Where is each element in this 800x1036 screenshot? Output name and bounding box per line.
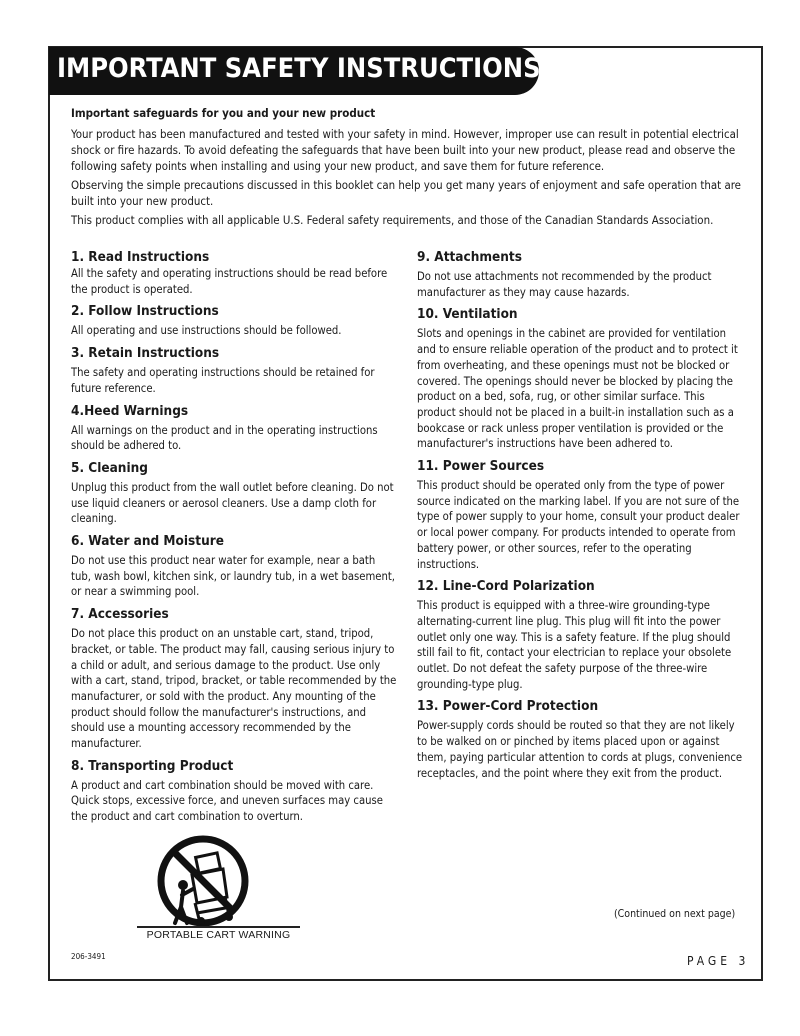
section-title: 4.Heed Warnings [71, 402, 189, 419]
page-title: IMPORTANT SAFETY INSTRUCTIONS [57, 53, 541, 84]
intro-section [71, 106, 741, 231]
section-attachments [417, 248, 743, 300]
section-title: 10. Ventilation [417, 306, 518, 323]
section-transporting-product [71, 757, 397, 825]
section-retain-instructions [71, 344, 397, 396]
section-power-cord-protection [417, 697, 743, 781]
section-body: All warnings on the product and in the operating instructions should be adhered to. [71, 423, 378, 453]
section-body: All operating and use instructions should be followed. [71, 324, 342, 338]
section-body: The safety and operating instructions should be retained for future reference. [71, 366, 375, 395]
section-title: 12. Line-Cord Polarization [417, 578, 595, 595]
section-accessories [71, 605, 397, 752]
intro-heading: Important safeguards for you and your new product [71, 106, 376, 120]
section-follow-instructions [71, 302, 397, 339]
section-body: Do not use attachments not recommended by the product manufacturer as they may cause hazards. [417, 270, 712, 299]
section-title: 8. Transporting Product [71, 757, 234, 774]
document-number: 206-3491 [71, 952, 106, 961]
section-title: 5. Cleaning [71, 459, 148, 476]
section-title: 6. Water and Moisture [71, 533, 224, 550]
section-read-instructions [71, 248, 397, 297]
section-body: This product should be operated only from the type of power source indicated on the marking label. If you are not sure of the type of power supply to your home, consult your product dealer or local power company. For products intended to operate from battery power, or other sources, refer to the operating instructions. [417, 479, 740, 571]
section-title: 9. Attachments [417, 249, 522, 265]
title-banner [49, 47, 539, 95]
section-body: Slots and openings in the cabinet are provided for ventilation and to ensure reliable operation of the product and to protect it from overheating, and these openings must not be blocked or covered. The openings should never be blocked by placing the product on a bed, sofa, rug, or other similar surface. This product should not be placed in a built-in installation such as a bookcase or rack unless proper ventilation is provided or the manufacturer's instructions have been adhered to. [417, 327, 738, 451]
section-water-and-moisture [71, 532, 397, 600]
section-body: All the safety and operating instructions should be read before the product is operated. [71, 267, 388, 296]
cart-warning-label: PORTABLE CART WARNING [146, 929, 291, 941]
section-cleaning [71, 459, 397, 527]
section-title: 13. Power-Cord Protection [417, 698, 599, 715]
section-title: 11. Power Sources [417, 458, 545, 475]
section-body: Power-supply cords should be routed so that they are not likely to be walked on or pinched by items placed upon or against them, paying particular attention to cords at plugs, convenience receptacles, and the point where they exit from the product. [417, 719, 743, 780]
continued-note: (Continued on next page) [614, 908, 736, 920]
section-heed-warnings [71, 402, 397, 454]
cart-warning-rule [137, 926, 300, 928]
section-title: 2. Follow Instructions [71, 303, 219, 320]
section-title: 1. Read Instructions [71, 249, 210, 265]
page-number: PAGE 3 [687, 954, 750, 968]
section-ventilation [417, 305, 743, 452]
section-power-sources [417, 457, 743, 572]
section-body: Do not place this product on an unstable cart, stand, tripod, bracket, or table. The product may fall, causing serious injury to a child or adult, and serious damage to the product. Use only with a cart, stand, tripod, bracket, or table recommended by the manufacturer, or sold with the product. Any mounting of the product should follow the manufacturer's instructions, and should use a mounting accessory recommended by the manufacturer. [71, 627, 397, 751]
right-column [417, 248, 743, 786]
section-body: Do not use this product near water for example, near a bath tub, wash bowl, kitchen sink, or laundry tub, in a wet basement, or near a swimming pool. [71, 554, 396, 599]
intro-paragraph: Observing the simple precautions discussed in this booklet can help you get many years of enjoyment and safe operation that are built into your new product. [71, 178, 741, 208]
left-column [71, 248, 397, 830]
intro-paragraph: Your product has been manufactured and tested with your safety in mind. However, improper use can result in potential electrical shock or fire hazards. To avoid defeating the safeguards that have been built into your new product, please read and observe the following safety points when installing and using your new product, and save them for future reference. [71, 127, 739, 173]
section-body: A product and cart combination should be moved with care. Quick stops, excessive force, and uneven surfaces may cause the product and cart combination to overturn. [71, 778, 383, 824]
section-line-cord-polarization [417, 577, 743, 692]
section-title: 7. Accessories [71, 606, 169, 623]
section-body: Unplug this product from the wall outlet before cleaning. Do not use liquid cleaners or aerosol cleaners. Use a damp cloth for cleaning. [71, 480, 394, 526]
section-title: 3. Retain Instructions [71, 345, 220, 362]
section-body: This product is equipped with a three-wire grounding-type alternating-current line plug. This plug will fit into the power outlet only one way. This is a safety feature. If the plug should still fail to fit, contact your electrician to replace your obsolete outlet. Do not defeat the safety purpose of the three-wire grounding-type plug. [417, 599, 732, 691]
intro-paragraph: This product complies with all applicable U.S. Federal safety requirements, and those of the Canadian Standards Association. [71, 213, 714, 227]
